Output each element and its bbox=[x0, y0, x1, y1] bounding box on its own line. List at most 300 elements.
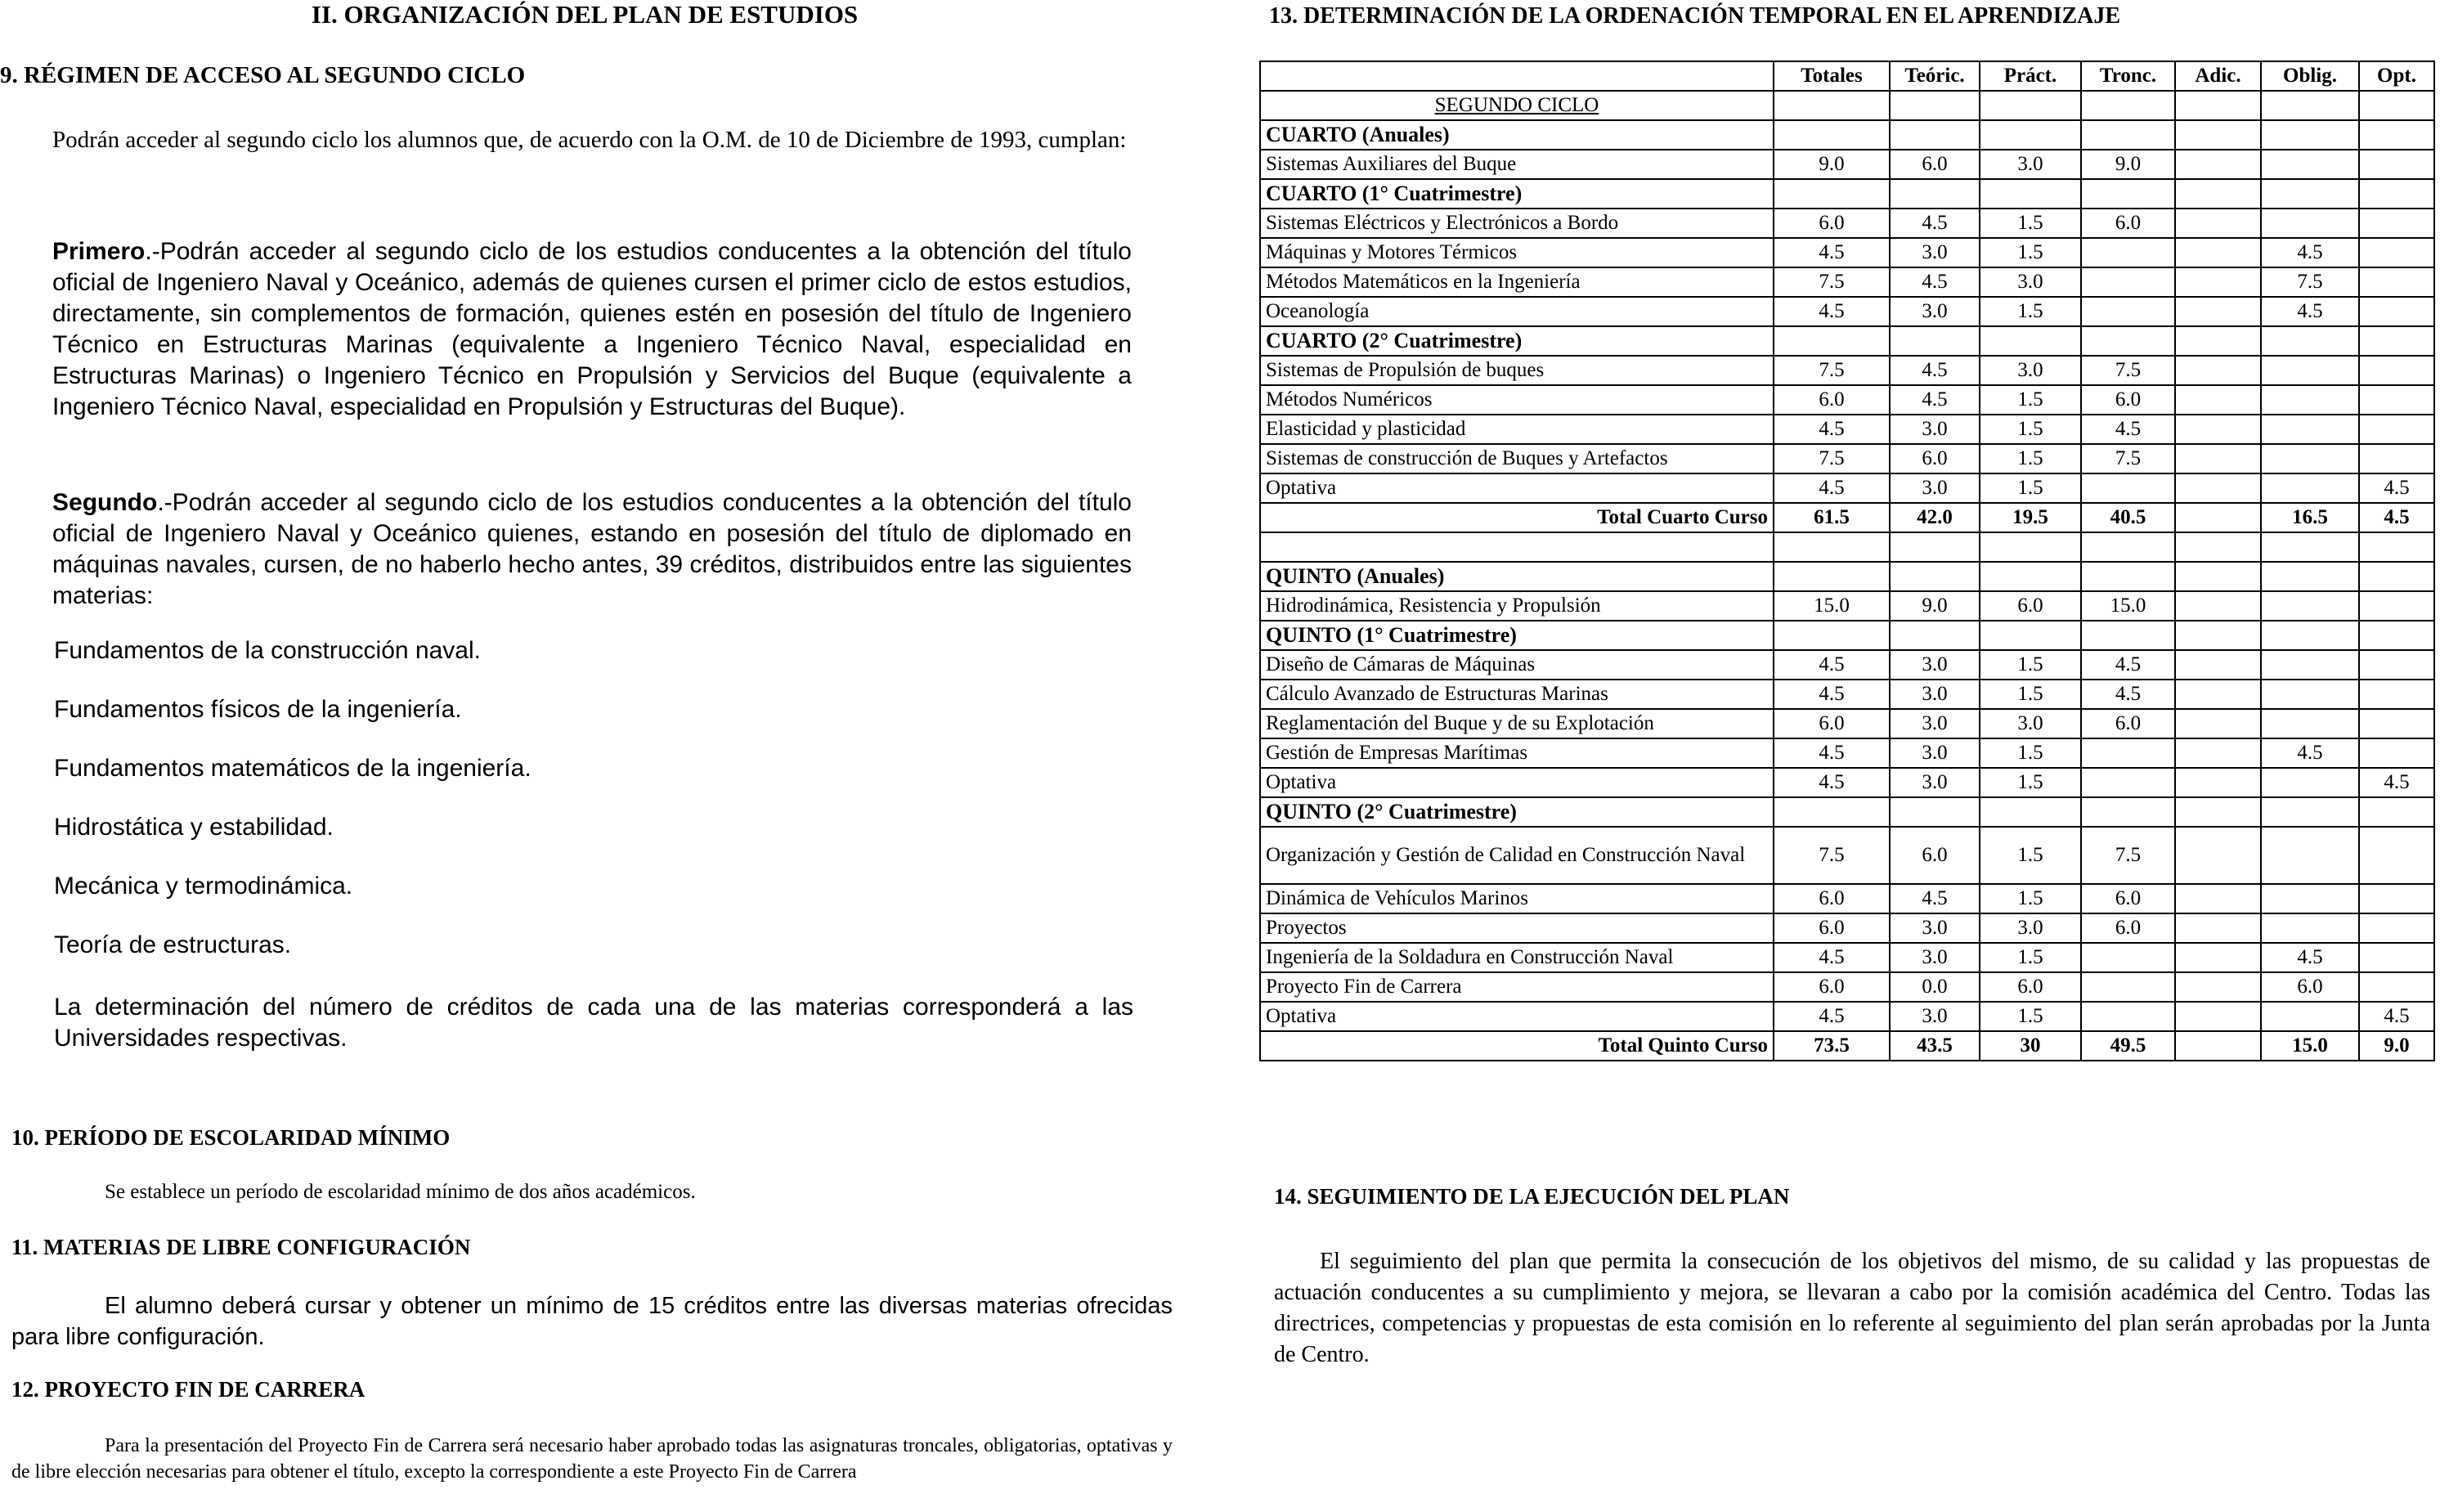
credit-cell bbox=[1890, 326, 1980, 356]
subject-cell: Oceanología bbox=[1260, 297, 1774, 326]
column-header: Opt. bbox=[2359, 61, 2434, 91]
credit-cell bbox=[2175, 326, 2261, 356]
column-header: Teóric. bbox=[1890, 61, 1980, 91]
primero-text: .-Podrán acceder al segundo ciclo de los estudios conducentes a la obtención del título oficial de Ingeniero Naval y Oceánico, además de quienes cursen el primer ciclo de estos estudios, directamente, sin complementos de formación, quienes estén en posesión del título de Ingeniero Técnico en Estructuras Marinas (equivalente a Ingeniero Técnico Naval, especialidad en Estructuras Marinas) o Ingeniero Técnico en Propulsión y Servicios del Buque (equivalente a Ingeniero Técnico Naval, especialidad en Propulsión y Estructuras del Buque). bbox=[52, 238, 1132, 420]
subject-cell: Total Cuarto Curso bbox=[1260, 503, 1774, 532]
credit-cell bbox=[2175, 709, 2261, 738]
table-row bbox=[1260, 680, 2434, 709]
credit-cell bbox=[2081, 267, 2175, 297]
credit-cell bbox=[2261, 150, 2359, 179]
credit-cell: 3.0 bbox=[1890, 415, 1980, 444]
credit-cell: 4.5 bbox=[1774, 473, 1890, 503]
credit-cell: 1.5 bbox=[1980, 209, 2081, 238]
credit-cell bbox=[2175, 444, 2261, 473]
credit-cell: 1.5 bbox=[1980, 680, 2081, 709]
credit-cell bbox=[2175, 738, 2261, 768]
credit-cell bbox=[1980, 562, 2081, 591]
credit-cell: 6.0 bbox=[1774, 913, 1890, 943]
credit-cell bbox=[2175, 972, 2261, 1002]
credit-cell: 4.5 bbox=[1774, 768, 1890, 797]
section-13-heading: 13. DETERMINACIÓN DE LA ORDENACIÓN TEMPORAL EN EL APRENDIZAJE bbox=[1269, 3, 2121, 29]
credit-cell: 6.0 bbox=[2081, 913, 2175, 943]
subject-cell: Sistemas de construcción de Buques y Artefactos bbox=[1260, 444, 1774, 473]
credit-cell: 6.0 bbox=[1774, 709, 1890, 738]
subject-cell: Dinámica de Vehículos Marinos bbox=[1260, 884, 1774, 913]
credit-cell bbox=[2359, 650, 2434, 680]
materia-item: Fundamentos de la construcción naval. bbox=[54, 637, 481, 664]
credit-cell bbox=[2261, 120, 2359, 150]
subject-cell: QUINTO (Anuales) bbox=[1260, 562, 1774, 591]
credit-cell: 1.5 bbox=[1980, 768, 2081, 797]
credit-cell bbox=[2175, 650, 2261, 680]
credit-cell bbox=[2175, 943, 2261, 972]
subject-cell: CUARTO (2° Cuatrimestre) bbox=[1260, 326, 1774, 356]
credit-cell: 30 bbox=[1980, 1031, 2081, 1061]
credit-cell: 3.0 bbox=[1890, 709, 1980, 738]
credit-cell: 3.0 bbox=[1890, 738, 1980, 768]
credit-cell bbox=[2081, 972, 2175, 1002]
column-header: Práct. bbox=[1980, 61, 2081, 91]
credit-cell: 15.0 bbox=[2261, 1031, 2359, 1061]
credit-cell bbox=[2261, 591, 2359, 621]
credit-cell: 4.5 bbox=[1774, 680, 1890, 709]
credit-cell bbox=[2081, 621, 2175, 650]
credit-cell bbox=[2175, 913, 2261, 943]
credit-cell bbox=[2081, 1002, 2175, 1031]
credit-cell bbox=[2359, 326, 2434, 356]
credit-cell bbox=[2175, 621, 2261, 650]
credit-cell: 6.0 bbox=[2081, 884, 2175, 913]
credit-cell: 9.0 bbox=[2359, 1031, 2434, 1061]
credit-cell: 3.0 bbox=[1890, 650, 1980, 680]
credit-cell bbox=[2175, 680, 2261, 709]
table-header-row bbox=[1260, 61, 2434, 91]
subject-cell: Ingeniería de la Soldadura en Construcción Naval bbox=[1260, 943, 1774, 972]
credit-cell bbox=[2359, 179, 2434, 209]
materia-item: Fundamentos físicos de la ingeniería. bbox=[54, 696, 462, 723]
credit-cell: 6.0 bbox=[1980, 972, 2081, 1002]
credit-cell bbox=[2175, 532, 2261, 562]
credit-cell bbox=[2359, 385, 2434, 415]
section-row bbox=[1260, 326, 2434, 356]
credit-cell bbox=[2359, 120, 2434, 150]
credit-cell bbox=[2359, 415, 2434, 444]
subject-cell: Optativa bbox=[1260, 1002, 1774, 1031]
credit-cell bbox=[2261, 827, 2359, 884]
credit-cell bbox=[2261, 913, 2359, 943]
study-plan-table bbox=[1259, 61, 2435, 1061]
subject-cell: Diseño de Cámaras de Máquinas bbox=[1260, 650, 1774, 680]
credit-cell bbox=[2081, 738, 2175, 768]
section-14-text: El seguimiento del plan que permita la consecución de los objetivos del mismo, de su calidad y las propuestas de actuación conducentes a su cumplimiento y mejora, se llevaran a cabo por la comisión académica del Centro. Todas las directrices, competencias y propuestas de esta comisión en lo referente al seguimiento del plan serán aprobadas por la Junta de Centro. bbox=[1274, 1249, 2430, 1367]
section-row bbox=[1260, 120, 2434, 150]
subject-cell: Sistemas Eléctricos y Electrónicos a Bordo bbox=[1260, 209, 1774, 238]
subject-cell bbox=[1260, 532, 1774, 562]
credit-cell bbox=[2261, 385, 2359, 415]
subject-cell: Total Quinto Curso bbox=[1260, 1031, 1774, 1061]
credit-cell bbox=[1890, 562, 1980, 591]
credit-cell: 1.5 bbox=[1980, 473, 2081, 503]
section-14-heading: 14. SEGUIMIENTO DE LA EJECUCIÓN DEL PLAN bbox=[1274, 1184, 1790, 1209]
subject-cell: Hidrodinámica, Resistencia y Propulsión bbox=[1260, 591, 1774, 621]
subject-cell: Métodos Matemáticos en la Ingeniería bbox=[1260, 267, 1774, 297]
credit-cell bbox=[1980, 179, 2081, 209]
credit-cell bbox=[2359, 591, 2434, 621]
credit-cell: 1.5 bbox=[1980, 385, 2081, 415]
credit-cell: 7.5 bbox=[2081, 444, 2175, 473]
credit-cell bbox=[2081, 120, 2175, 150]
section-row bbox=[1260, 797, 2434, 827]
credit-cell bbox=[1774, 562, 1890, 591]
credit-cell bbox=[2261, 884, 2359, 913]
section-9-intro: Podrán acceder al segundo ciclo los alumnos que, de acuerdo con la O.M. de 10 de Diciembre de 1993, cumplan: bbox=[52, 127, 1127, 153]
section-9-heading: 9. RÉGIMEN DE ACCESO AL SEGUNDO CICLO bbox=[0, 62, 526, 88]
credit-cell bbox=[1980, 621, 2081, 650]
credit-cell: 4.5 bbox=[2359, 473, 2434, 503]
credit-cell bbox=[2175, 356, 2261, 385]
credit-cell: 6.0 bbox=[1774, 209, 1890, 238]
credit-cell: 7.5 bbox=[1774, 827, 1890, 884]
credit-cell: 16.5 bbox=[2261, 503, 2359, 532]
credit-cell: 19.5 bbox=[1980, 503, 2081, 532]
subject-cell: CUARTO (Anuales) bbox=[1260, 120, 1774, 150]
credit-cell: 15.0 bbox=[1774, 591, 1890, 621]
credit-cell bbox=[2261, 680, 2359, 709]
credit-cell: 3.0 bbox=[1890, 913, 1980, 943]
credit-cell: 6.0 bbox=[1774, 884, 1890, 913]
section-row bbox=[1260, 179, 2434, 209]
credit-cell bbox=[2359, 267, 2434, 297]
materia-item: Teoría de estructuras. bbox=[54, 931, 292, 958]
credit-cell bbox=[1774, 532, 1890, 562]
table-row bbox=[1260, 209, 2434, 238]
credit-cell: 40.5 bbox=[2081, 503, 2175, 532]
table-row bbox=[1260, 913, 2434, 943]
credit-cell bbox=[2175, 1002, 2261, 1031]
credit-cell: 3.0 bbox=[1980, 913, 2081, 943]
column-header bbox=[1260, 61, 1774, 91]
credit-cell bbox=[2175, 591, 2261, 621]
credit-cell bbox=[2175, 884, 2261, 913]
credit-cell bbox=[2359, 297, 2434, 326]
credit-cell: 61.5 bbox=[1774, 503, 1890, 532]
subject-cell: Métodos Numéricos bbox=[1260, 385, 1774, 415]
subject-cell: Organización y Gestión de Calidad en Construcción Naval bbox=[1260, 827, 1774, 884]
credit-cell bbox=[2359, 913, 2434, 943]
subject-cell: Reglamentación del Buque y de su Explotación bbox=[1260, 709, 1774, 738]
section-12-heading: 12. PROYECTO FIN DE CARRERA bbox=[11, 1377, 366, 1402]
credit-cell bbox=[2359, 972, 2434, 1002]
credit-cell bbox=[2081, 179, 2175, 209]
primero-paragraph bbox=[52, 236, 1132, 423]
credit-cell: 6.0 bbox=[2081, 209, 2175, 238]
subject-cell: QUINTO (1° Cuatrimestre) bbox=[1260, 621, 1774, 650]
table-row bbox=[1260, 356, 2434, 385]
section-11-text: El alumno deberá cursar y obtener un mínimo de 15 créditos entre las diversas materias ofrecidas para libre configuración. bbox=[11, 1293, 1173, 1350]
column-header: Adic. bbox=[2175, 61, 2261, 91]
credit-cell bbox=[2081, 562, 2175, 591]
credit-cell: 6.0 bbox=[2081, 709, 2175, 738]
credit-cell: 0.0 bbox=[1890, 972, 1980, 1002]
credit-cell bbox=[2175, 503, 2261, 532]
section-10-text: Se establece un período de escolaridad mínimo de dos años académicos. bbox=[105, 1181, 696, 1203]
credit-cell: 4.5 bbox=[1890, 356, 1980, 385]
credit-cell: 1.5 bbox=[1980, 650, 2081, 680]
credit-cell: 1.5 bbox=[1980, 444, 2081, 473]
credit-cell: 15.0 bbox=[2081, 591, 2175, 621]
subject-cell: Sistemas de Propulsión de buques bbox=[1260, 356, 1774, 385]
credit-cell: 43.5 bbox=[1890, 1031, 1980, 1061]
subject-cell: Elasticidad y plasticidad bbox=[1260, 415, 1774, 444]
credit-cell: 1.5 bbox=[1980, 943, 2081, 972]
credit-cell bbox=[1980, 326, 2081, 356]
subject-cell: CUARTO (1° Cuatrimestre) bbox=[1260, 179, 1774, 209]
credit-cell bbox=[2359, 709, 2434, 738]
table-row bbox=[1260, 444, 2434, 473]
credit-cell: 3.0 bbox=[1890, 680, 1980, 709]
credit-cell bbox=[2359, 356, 2434, 385]
credit-cell bbox=[2261, 621, 2359, 650]
table-row bbox=[1260, 297, 2434, 326]
credit-cell bbox=[2261, 179, 2359, 209]
credit-cell bbox=[2081, 768, 2175, 797]
credit-cell bbox=[2261, 532, 2359, 562]
credit-cell: 73.5 bbox=[1774, 1031, 1890, 1061]
credit-cell: 4.5 bbox=[1774, 238, 1890, 267]
credit-cell bbox=[2175, 473, 2261, 503]
credit-cell: 4.5 bbox=[2359, 503, 2434, 532]
credit-cell: 3.0 bbox=[1980, 267, 2081, 297]
credit-cell: 4.5 bbox=[1774, 415, 1890, 444]
credit-cell: 4.5 bbox=[2359, 768, 2434, 797]
credit-cell: 3.0 bbox=[1890, 297, 1980, 326]
table-row bbox=[1260, 267, 2434, 297]
primero-label: Primero bbox=[52, 238, 146, 265]
credit-cell: 4.5 bbox=[1890, 884, 1980, 913]
credit-cell: 6.0 bbox=[2261, 972, 2359, 1002]
credit-cell bbox=[2081, 532, 2175, 562]
credit-cell: 3.0 bbox=[1890, 238, 1980, 267]
credit-cell bbox=[1774, 621, 1890, 650]
ciclo-row bbox=[1260, 91, 2434, 120]
credit-cell: 9.0 bbox=[1774, 150, 1890, 179]
credit-cell: 3.0 bbox=[1890, 943, 1980, 972]
credit-cell: 4.5 bbox=[2261, 297, 2359, 326]
credit-cell: 9.0 bbox=[1890, 591, 1980, 621]
table-row bbox=[1260, 1002, 2434, 1031]
table-row bbox=[1260, 943, 2434, 972]
credit-cell bbox=[2359, 738, 2434, 768]
credit-cell bbox=[1890, 797, 1980, 827]
credit-cell bbox=[2081, 297, 2175, 326]
materia-item: Hidrostática y estabilidad. bbox=[54, 814, 334, 841]
credit-cell: 3.0 bbox=[1890, 768, 1980, 797]
materia-item: Mecánica y termodinámica. bbox=[54, 873, 353, 900]
credit-cell: 1.5 bbox=[1980, 884, 2081, 913]
credit-cell bbox=[1890, 621, 1980, 650]
credit-cell: 7.5 bbox=[1774, 356, 1890, 385]
credit-cell: 4.5 bbox=[2081, 415, 2175, 444]
credit-cell: 6.0 bbox=[1890, 150, 1980, 179]
table-row bbox=[1260, 709, 2434, 738]
credit-cell: 4.5 bbox=[1774, 297, 1890, 326]
credit-cell bbox=[2175, 150, 2261, 179]
segundo-text: .-Podrán acceder al segundo ciclo de los estudios conducentes a la obtención del título oficial de Ingeniero Naval y Oceánico quienes, estando en posesión del título de diplomado en máquinas navales, cursen, de no haberlo hecho antes, 39 créditos, distribuidos entre las siguientes materias: bbox=[52, 489, 1132, 609]
credit-cell: 6.0 bbox=[1890, 444, 1980, 473]
table-row bbox=[1260, 238, 2434, 267]
credit-cell: 1.5 bbox=[1980, 738, 2081, 768]
section-12-text: Para la presentación del Proyecto Fin de Carrera será necesario haber aprobado todas las asignaturas troncales, obligatorias, optativas y de libre elección necesarias para obtener el título, excepto la correspondiente a este Proyecto Fin de Carrera bbox=[11, 1435, 1173, 1483]
credit-cell bbox=[1890, 179, 1980, 209]
credit-cell bbox=[2175, 385, 2261, 415]
credit-cell: 4.5 bbox=[1774, 1002, 1890, 1031]
credit-cell bbox=[1774, 326, 1890, 356]
credit-cell bbox=[1774, 179, 1890, 209]
credit-cell bbox=[1890, 120, 1980, 150]
credit-cell: 42.0 bbox=[1890, 503, 1980, 532]
subject-cell: Optativa bbox=[1260, 768, 1774, 797]
table-row bbox=[1260, 884, 2434, 913]
credit-cell bbox=[2081, 238, 2175, 267]
credit-cell bbox=[2359, 532, 2434, 562]
table-row bbox=[1260, 591, 2434, 621]
credit-cell bbox=[2359, 150, 2434, 179]
total-row bbox=[1260, 1031, 2434, 1061]
credit-cell bbox=[2175, 768, 2261, 797]
credit-cell: 3.0 bbox=[1980, 709, 2081, 738]
credit-cell: 6.0 bbox=[1774, 972, 1890, 1002]
credit-cell: 3.0 bbox=[1890, 1002, 1980, 1031]
credit-cell: 4.5 bbox=[1774, 650, 1890, 680]
credit-cell: 7.5 bbox=[2081, 356, 2175, 385]
credit-cell: 4.5 bbox=[2081, 680, 2175, 709]
credit-cell bbox=[2359, 621, 2434, 650]
table-row bbox=[1260, 150, 2434, 179]
credit-cell: 3.0 bbox=[1980, 150, 2081, 179]
credit-cell: 6.0 bbox=[1774, 385, 1890, 415]
credit-cell: 1.5 bbox=[1980, 238, 2081, 267]
table-row bbox=[1260, 650, 2434, 680]
table-row bbox=[1260, 385, 2434, 415]
credit-cell bbox=[2175, 179, 2261, 209]
section-row bbox=[1260, 621, 2434, 650]
credit-cell: 4.5 bbox=[1890, 209, 1980, 238]
credit-cell bbox=[2359, 444, 2434, 473]
table-row bbox=[1260, 738, 2434, 768]
credit-cell: 4.5 bbox=[1890, 267, 1980, 297]
page-heading: II. ORGANIZACIÓN DEL PLAN DE ESTUDIOS bbox=[311, 0, 859, 29]
credit-cell: 4.5 bbox=[2261, 943, 2359, 972]
credit-cell bbox=[1774, 120, 1890, 150]
credit-cell bbox=[2175, 415, 2261, 444]
column-header: Totales bbox=[1774, 61, 1890, 91]
credit-cell bbox=[1980, 532, 2081, 562]
credit-cell bbox=[2261, 768, 2359, 797]
study-plan-table-wrapper bbox=[1259, 61, 2433, 1061]
credit-cell: 7.5 bbox=[2081, 827, 2175, 884]
credit-cell: 3.0 bbox=[1980, 356, 2081, 385]
materia-item: Fundamentos matemáticos de la ingeniería. bbox=[54, 755, 532, 782]
credit-cell bbox=[2359, 562, 2434, 591]
section-9-closing: La determinación del número de créditos de cada una de las materias corresponderá a las Universidades respectivas. bbox=[54, 994, 1133, 1052]
credit-cell: 7.5 bbox=[2261, 267, 2359, 297]
credit-cell: 1.5 bbox=[1980, 297, 2081, 326]
credit-cell bbox=[1890, 532, 1980, 562]
credit-cell: 4.5 bbox=[1774, 943, 1890, 972]
section-row bbox=[1260, 562, 2434, 591]
credit-cell: 4.5 bbox=[2359, 1002, 2434, 1031]
credit-cell bbox=[1980, 797, 2081, 827]
credit-cell: 1.5 bbox=[1980, 415, 2081, 444]
credit-cell bbox=[2175, 120, 2261, 150]
section-10-heading: 10. PERÍODO DE ESCOLARIDAD MÍNIMO bbox=[11, 1125, 451, 1150]
subject-cell: Proyecto Fin de Carrera bbox=[1260, 972, 1774, 1002]
credit-cell bbox=[2261, 356, 2359, 385]
credit-cell bbox=[2175, 267, 2261, 297]
credit-cell bbox=[2261, 415, 2359, 444]
credit-cell: 6.0 bbox=[1890, 827, 1980, 884]
credit-cell: 49.5 bbox=[2081, 1031, 2175, 1061]
credit-cell bbox=[1980, 120, 2081, 150]
credit-cell bbox=[2261, 1002, 2359, 1031]
credit-cell bbox=[2081, 326, 2175, 356]
credit-cell bbox=[2175, 827, 2261, 884]
credit-cell bbox=[1774, 797, 1890, 827]
credit-cell: 4.5 bbox=[1774, 738, 1890, 768]
credit-cell bbox=[2261, 473, 2359, 503]
section-11-heading: 11. MATERIAS DE LIBRE CONFIGURACIÓN bbox=[11, 1235, 471, 1259]
subject-cell: Cálculo Avanzado de Estructuras Marinas bbox=[1260, 680, 1774, 709]
credit-cell bbox=[2359, 943, 2434, 972]
table-row bbox=[1260, 473, 2434, 503]
credit-cell bbox=[2175, 562, 2261, 591]
credit-cell bbox=[2175, 297, 2261, 326]
credit-cell bbox=[2359, 680, 2434, 709]
segundo-paragraph bbox=[52, 487, 1132, 612]
subject-cell: QUINTO (2° Cuatrimestre) bbox=[1260, 797, 1774, 827]
credit-cell: 6.0 bbox=[1980, 591, 2081, 621]
credit-cell bbox=[2359, 797, 2434, 827]
credit-cell: 4.5 bbox=[2261, 738, 2359, 768]
subject-cell: Optativa bbox=[1260, 473, 1774, 503]
subject-cell: Sistemas Auxiliares del Buque bbox=[1260, 150, 1774, 179]
credit-cell bbox=[2175, 209, 2261, 238]
credit-cell bbox=[2261, 797, 2359, 827]
credit-cell: 6.0 bbox=[2081, 385, 2175, 415]
credit-cell bbox=[2359, 827, 2434, 884]
credit-cell: 7.5 bbox=[1774, 444, 1890, 473]
subject-cell: Proyectos bbox=[1260, 913, 1774, 943]
credit-cell: 4.5 bbox=[2261, 238, 2359, 267]
subject-cell: Gestión de Empresas Marítimas bbox=[1260, 738, 1774, 768]
credit-cell: 4.5 bbox=[1890, 385, 1980, 415]
credit-cell bbox=[2261, 209, 2359, 238]
subject-cell: Máquinas y Motores Térmicos bbox=[1260, 238, 1774, 267]
credit-cell bbox=[2261, 562, 2359, 591]
credit-cell: 1.5 bbox=[1980, 827, 2081, 884]
table-row bbox=[1260, 532, 2434, 562]
credit-cell bbox=[2175, 1031, 2261, 1061]
credit-cell bbox=[2081, 943, 2175, 972]
credit-cell: 1.5 bbox=[1980, 1002, 2081, 1031]
table-row bbox=[1260, 972, 2434, 1002]
column-header: Tronc. bbox=[2081, 61, 2175, 91]
total-row bbox=[1260, 503, 2434, 532]
ciclo-label: SEGUNDO CICLO bbox=[1260, 91, 1774, 120]
credit-cell: 9.0 bbox=[2081, 150, 2175, 179]
credit-cell bbox=[2175, 238, 2261, 267]
credit-cell bbox=[2261, 709, 2359, 738]
